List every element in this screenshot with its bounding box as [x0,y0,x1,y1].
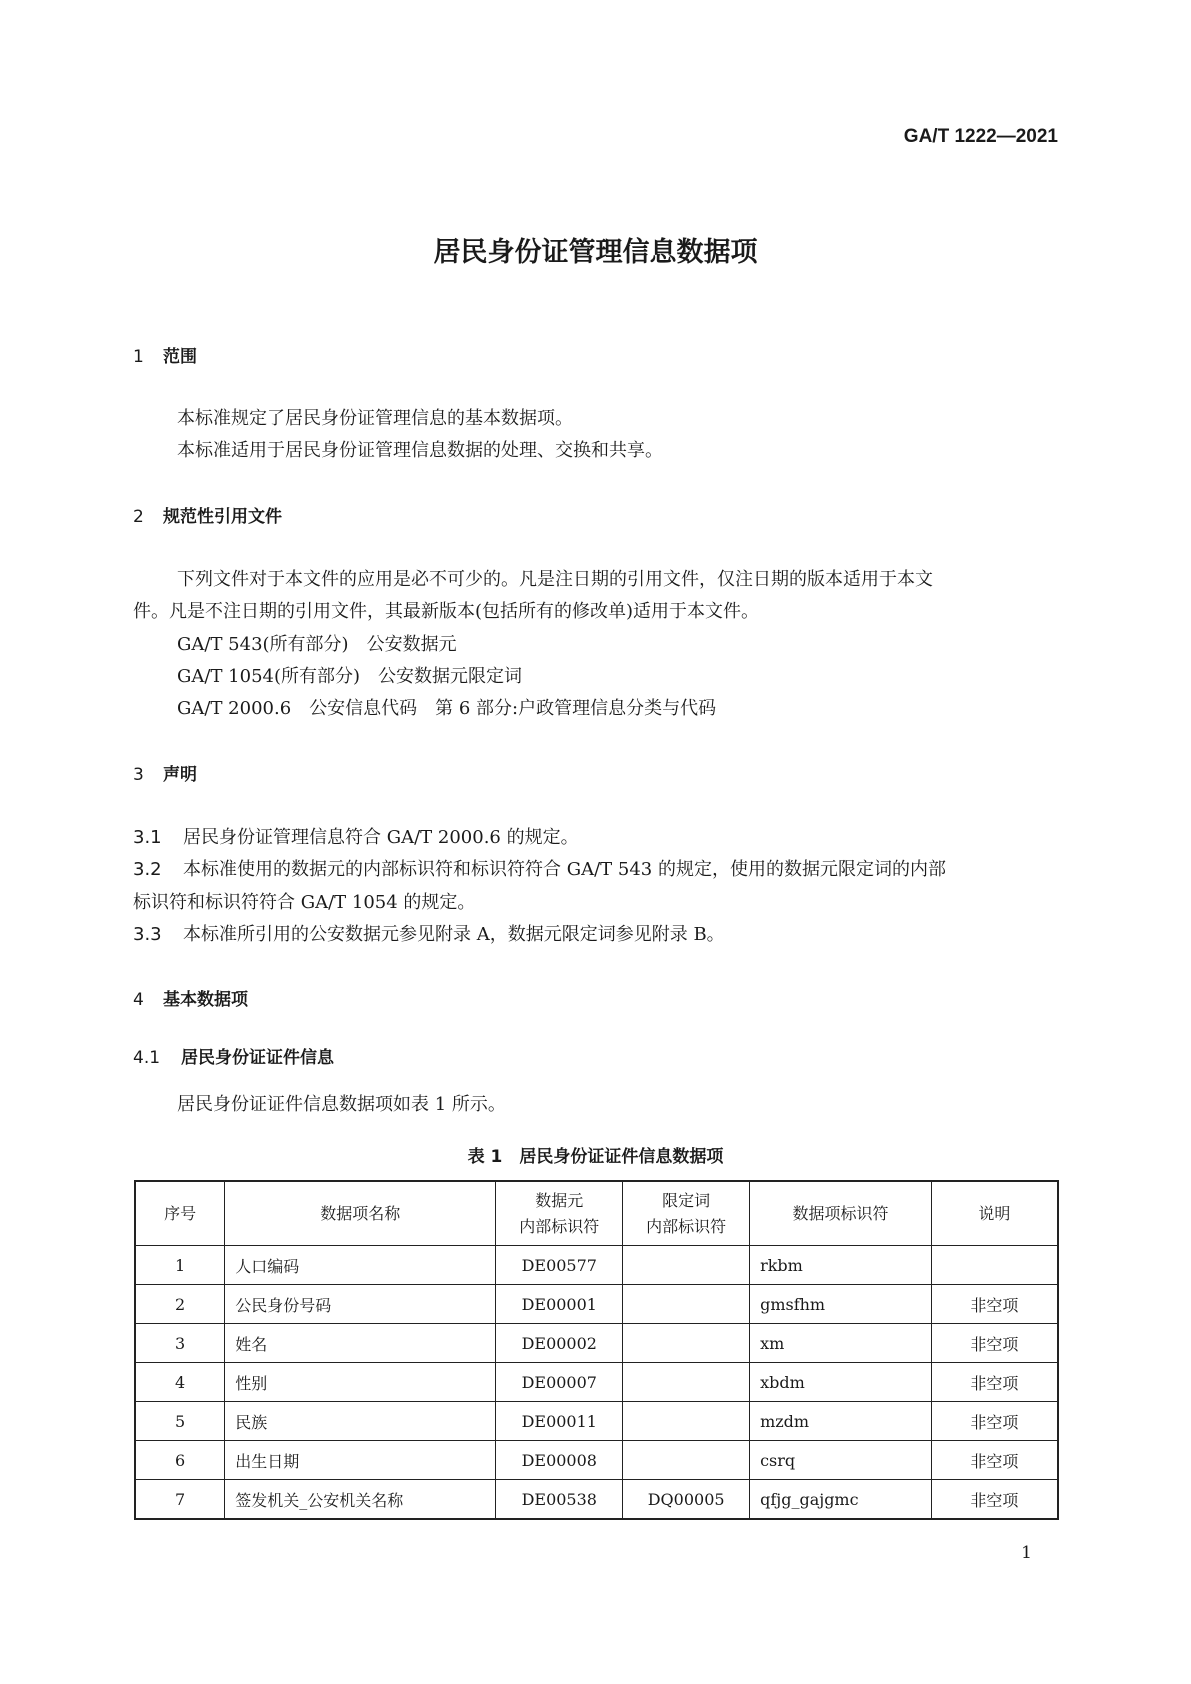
cell-name: 签发机关_公安机关名称 [225,1480,496,1520]
section-title: 声明 [163,765,197,785]
section-number: 4 [133,990,144,1010]
cell-note [931,1246,1058,1285]
reference-item: GA/T 1054(所有部分) 公安数据元限定词 [177,666,523,687]
section-number: 3 [133,765,144,785]
table-row [135,1363,1058,1402]
reference-item: GA/T 2000.6 公安信息代码 第 6 部分:户政管理信息分类与代码 [177,698,717,719]
header-line: 数据元 [535,1190,584,1210]
clause-number: 3.2 [133,859,162,880]
clause-3-2 [133,855,946,881]
cell-de: DE00008 [496,1441,623,1480]
clause-text: 居民身份证管理信息符合 GA/T 2000.6 的规定。 [183,827,579,848]
cell-identifier: csrq [750,1441,932,1480]
document-title: 居民身份证管理信息数据项 [433,237,758,268]
clause-3-3 [133,920,725,946]
cell-identifier: qfjg_gajgmc [750,1480,932,1520]
standard-number: GA/T 1222—2021 [903,126,1058,147]
section-title: 范围 [163,347,197,367]
table-caption: 表 1 居民身份证证件信息数据项 [467,1147,724,1167]
cell-de: DE00538 [496,1480,623,1520]
cell-seq: 5 [135,1402,225,1441]
subsection-title: 居民身份证证件信息 [181,1048,334,1068]
table-row [135,1285,1058,1324]
cell-name: 人口编码 [225,1246,496,1285]
paragraph: 件。凡是不注日期的引用文件，其最新版本(包括所有的修改单)适用于本文件。 [133,601,760,622]
cell-note: 非空项 [931,1363,1058,1402]
subsection-4-1-heading [133,1043,334,1068]
header-dq-id [623,1181,750,1246]
section-3-heading [133,760,197,785]
table-row [135,1246,1058,1285]
cell-identifier: mzdm [750,1402,932,1441]
clause-text: 本标准使用的数据元的内部标识符和标识符符合 GA/T 543 的规定，使用的数据元限定词的内部 [183,859,946,880]
cell-seq: 3 [135,1324,225,1363]
cell-seq: 6 [135,1441,225,1480]
header-line: 内部标识符 [646,1216,727,1236]
cell-identifier: xbdm [750,1363,932,1402]
header-note: 说明 [931,1181,1058,1246]
cell-dq [623,1324,750,1363]
paragraph: 本标准规定了居民身份证管理信息的基本数据项。 [177,408,573,429]
reference-item: GA/T 543(所有部分) 公安数据元 [177,634,457,655]
cell-seq: 1 [135,1246,225,1285]
clause-3-1 [133,823,579,849]
cell-dq: DQ00005 [623,1480,750,1520]
cell-note: 非空项 [931,1480,1058,1520]
header-line: 内部标识符 [519,1216,600,1236]
data-items-table [134,1180,1059,1520]
cell-note: 非空项 [931,1285,1058,1324]
header-de-id [496,1181,623,1246]
clause-3-2-continued: 标识符和标识符符合 GA/T 1054 的规定。 [133,892,476,913]
subsection-number: 4.1 [133,1048,161,1068]
table-header-row [135,1181,1058,1246]
clause-number: 3.3 [133,924,162,945]
section-number: 1 [133,347,144,367]
cell-seq: 7 [135,1480,225,1520]
table-row [135,1480,1058,1520]
cell-de: DE00001 [496,1285,623,1324]
section-1-heading [133,342,197,367]
section-title: 基本数据项 [163,990,248,1010]
section-2-heading [133,502,282,527]
cell-seq: 2 [135,1285,225,1324]
paragraph: 居民身份证证件信息数据项如表 1 所示。 [177,1094,506,1115]
header-seq: 序号 [135,1181,225,1246]
cell-note: 非空项 [931,1441,1058,1480]
table-row [135,1324,1058,1363]
cell-name: 性别 [225,1363,496,1402]
section-title: 规范性引用文件 [163,507,282,527]
table-row [135,1402,1058,1441]
section-4-heading [133,985,248,1010]
cell-identifier: gmsfhm [750,1285,932,1324]
page-number: 1 [1021,1543,1032,1563]
cell-seq: 4 [135,1363,225,1402]
table-row [135,1441,1058,1480]
cell-identifier: rkbm [750,1246,932,1285]
cell-dq [623,1246,750,1285]
clause-text: 本标准所引用的公安数据元参见附录 A，数据元限定词参见附录 B。 [183,924,725,945]
cell-dq [623,1441,750,1480]
cell-dq [623,1402,750,1441]
cell-de: DE00002 [496,1324,623,1363]
paragraph: 本标准适用于居民身份证管理信息数据的处理、交换和共享。 [177,440,663,461]
cell-name: 出生日期 [225,1441,496,1480]
cell-de: DE00577 [496,1246,623,1285]
paragraph: 下列文件对于本文件的应用是必不可少的。凡是注日期的引用文件，仅注日期的版本适用于本文 [177,569,933,590]
cell-name: 民族 [225,1402,496,1441]
cell-name: 姓名 [225,1324,496,1363]
header-name: 数据项名称 [225,1181,496,1246]
section-number: 2 [133,507,144,527]
cell-note: 非空项 [931,1324,1058,1363]
header-line: 限定词 [662,1190,711,1210]
cell-dq [623,1285,750,1324]
cell-de: DE00007 [496,1363,623,1402]
header-identifier: 数据项标识符 [750,1181,932,1246]
cell-identifier: xm [750,1324,932,1363]
cell-dq [623,1363,750,1402]
clause-number: 3.1 [133,827,162,848]
cell-de: DE00011 [496,1402,623,1441]
cell-note: 非空项 [931,1402,1058,1441]
cell-name: 公民身份号码 [225,1285,496,1324]
